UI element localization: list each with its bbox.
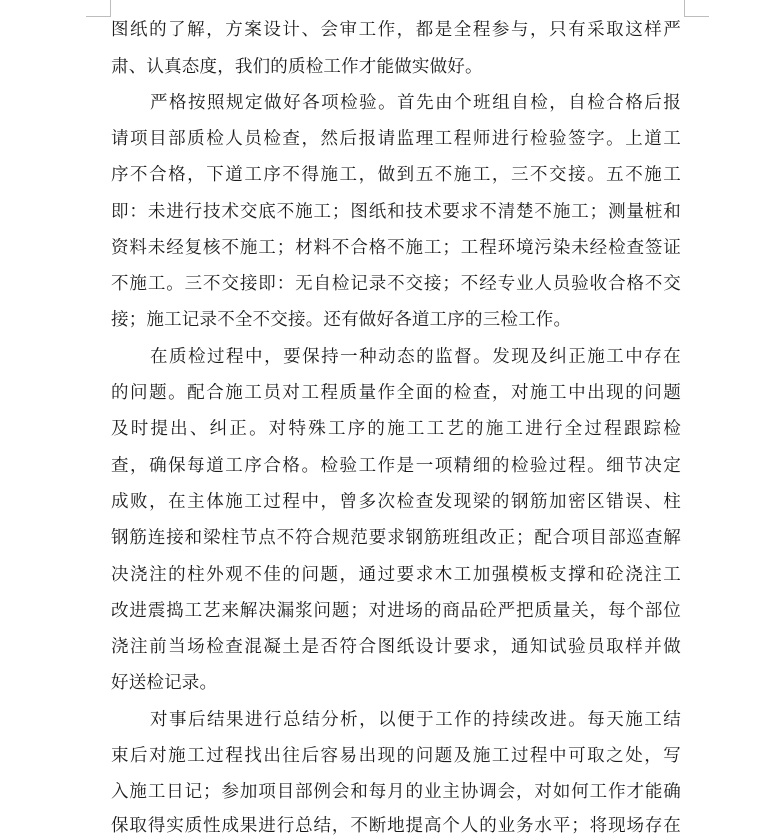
- text-line: 入施工日记；参加项目部例会和每月的业主协调会，对如何工作才能确: [111, 782, 681, 802]
- text-line: 改进震捣工艺来解决漏浆问题；对进场的商品砼严把质量关，每个部位: [111, 601, 681, 621]
- text-line: 序不合格，下道工序不得施工，做到五不施工，三不交接。五不施工: [111, 165, 681, 185]
- text-line: 决浇注的柱外观不佳的问题，通过要求木工加强模板支撑和砼浇注工: [111, 565, 681, 585]
- text-line: 严格按照规定做好各项检验。首先由个班组自检，自检合格后报: [150, 93, 681, 113]
- text-line: 肃、认真态度，我们的质检工作才能做实做好。: [111, 57, 483, 77]
- text-line: 的问题。配合施工员对工程质量作全面的检查，对施工中出现的问题: [111, 383, 681, 403]
- text-line: 浇注前当场检查混凝土是否符合图纸设计要求，通知试验员取样并做: [111, 637, 681, 657]
- text-line: 保取得实质性成果进行总结，不断地提高个人的业务水平；将现场存在: [111, 816, 681, 836]
- page-corner-mark-right: [684, 0, 709, 17]
- text-line: 不施工。三不交接即：无自检记录不交接；不经专业人员验收合格不交: [111, 274, 681, 294]
- page-corner-mark-left: [86, 0, 111, 17]
- text-line: 请项目部质检人员检查，然后报请监理工程师进行检验签字。上道工: [111, 129, 681, 149]
- text-line: 图纸的了解，方案设计、会审工作，都是全程参与，只有采取这样严: [111, 20, 681, 40]
- text-line: 束后对施工过程找出往后容易出现的问题及施工过程中可取之处，写: [111, 746, 681, 766]
- text-line: 及时提出、纠正。对特殊工序的施工工艺的施工进行全过程跟踪检: [111, 419, 681, 439]
- text-line: 即：未进行技术交底不施工；图纸和技术要求不清楚不施工；测量桩和: [111, 202, 681, 222]
- text-line: 资料未经复核不施工；材料不合格不施工；工程环境污染未经检查签证: [111, 238, 681, 258]
- text-line: 查，确保每道工序合格。检验工作是一项精细的检验过程。细节决定: [111, 456, 681, 476]
- text-line: 好送检记录。: [111, 673, 218, 693]
- text-line: 对事后结果进行总结分析，以便于工作的持续改进。每天施工结: [150, 710, 681, 730]
- text-line: 接；施工记录不全不交接。还有做好各道工序的三检工作。: [111, 310, 572, 330]
- text-line: 钢筋连接和梁柱节点不符合规范要求钢筋班组改正；配合项目部巡查解: [111, 528, 681, 548]
- text-line: 在质检过程中，要保持一种动态的监督。发现及纠正施工中存在: [150, 347, 681, 367]
- text-line: 成败，在主体施工过程中，曾多次检查发现梁的钢筋加密区错误、柱: [111, 492, 681, 512]
